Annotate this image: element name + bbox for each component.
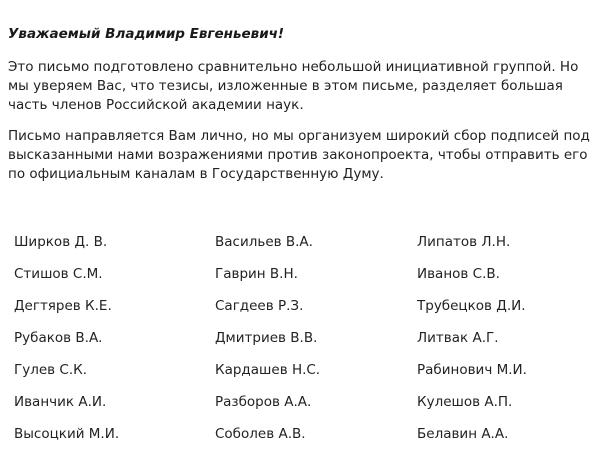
signatory-name: Рабинович М.И.	[417, 362, 527, 378]
signatory-name: Ширков Д. В.	[14, 234, 108, 250]
letter-paragraph-1: Это письмо подготовлено сравнительно небольшой инициативной группой. Но мы уверяем Вас, что тезисы, изложенные в этом письме, разделяет большая часть членов Российской академии наук.	[8, 59, 579, 113]
signatories-row	[0, 264, 600, 284]
signatory-name: Кардашев Н.С.	[215, 362, 321, 378]
signatories-row	[0, 360, 600, 380]
signatory-name: Липатов Л.Н.	[417, 234, 511, 250]
signatory-name: Дегтярев К.Е.	[14, 298, 112, 314]
signatory-name: Васильев В.А.	[215, 234, 313, 250]
signatory-name: Иванчик А.И.	[14, 394, 107, 410]
signatory-name: Гаврин В.Н.	[215, 266, 298, 282]
signatory-name: Стишов С.М.	[14, 266, 103, 282]
signatory-name: Иванов С.В.	[417, 266, 500, 282]
signatory-name: Дмитриев В.В.	[215, 330, 318, 346]
letter-greeting: Уважаемый Владимир Евгеньевич!	[8, 26, 285, 42]
signatory-name: Соболев А.В.	[215, 426, 306, 442]
signatory-name: Белавин А.А.	[417, 426, 509, 442]
signatory-name: Гулев С.К.	[14, 362, 87, 378]
signatory-name: Разборов А.А.	[215, 394, 312, 410]
signatories-row	[0, 424, 600, 444]
signatories-row	[0, 232, 600, 252]
signatories-row	[0, 296, 600, 316]
letter-paragraph-2: Письмо направляется Вам лично, но мы организуем широкий сбор подписей под высказанными нами возражениями против законопроекта, чтобы отправить его по официальным каналам в Государственную Думу.	[8, 128, 590, 182]
signatory-name: Рубаков В.А.	[14, 330, 103, 346]
signatory-name: Литвак А.Г.	[417, 330, 499, 346]
signatory-name: Кулешов А.П.	[417, 394, 513, 410]
signatory-name: Трубецков Д.И.	[417, 298, 526, 314]
signatory-name: Высоцкий М.И.	[14, 426, 120, 442]
signatories-row	[0, 392, 600, 412]
signatories-row	[0, 328, 600, 348]
signatory-name: Сагдеев Р.З.	[215, 298, 304, 314]
